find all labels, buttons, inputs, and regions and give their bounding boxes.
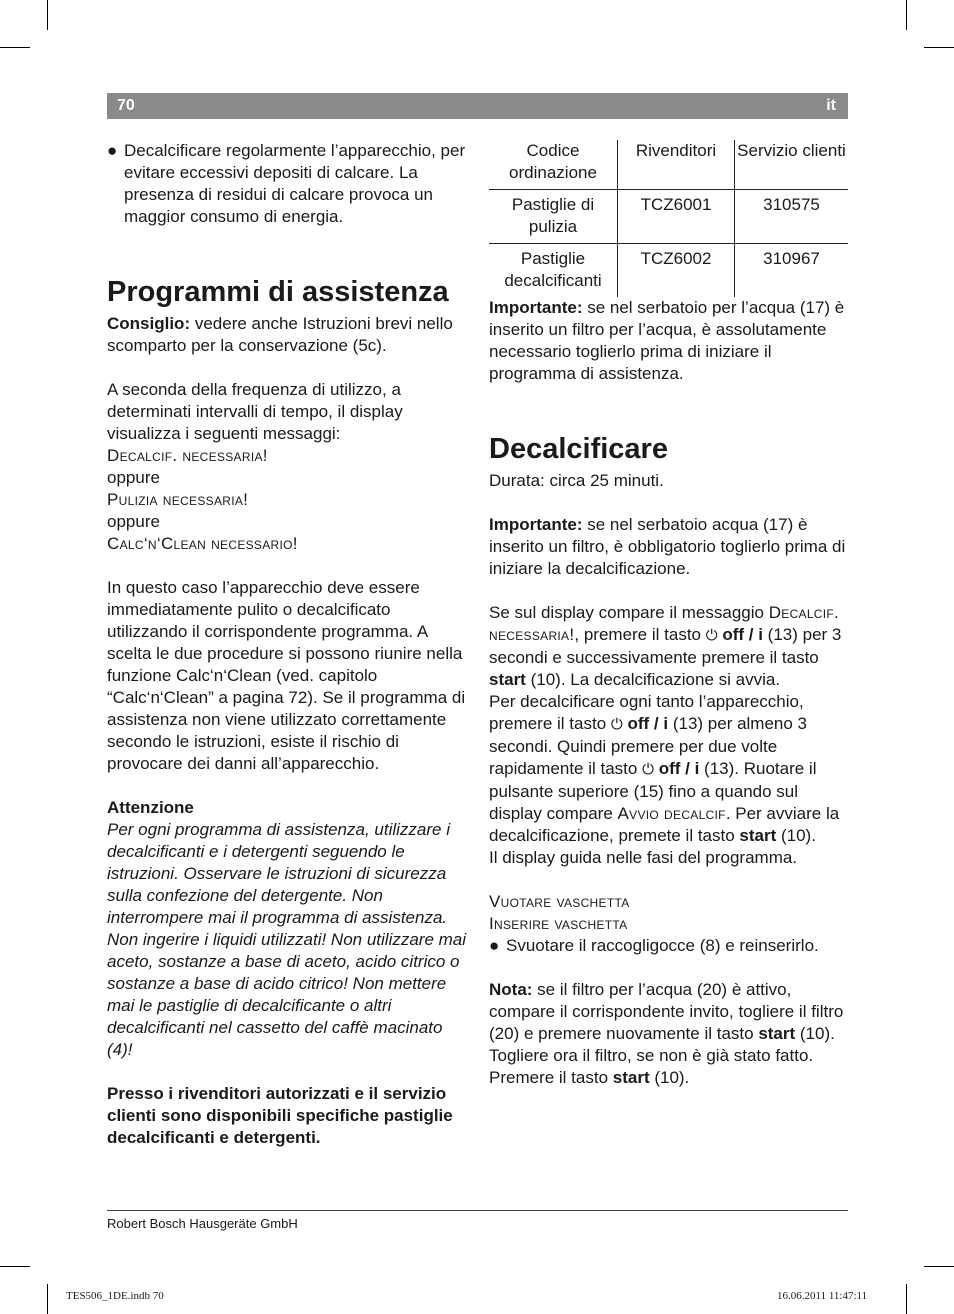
table-cell: Pastiglie decalcificanti: [489, 244, 618, 298]
text-run: (10).: [776, 826, 816, 845]
table-cell: 310967: [763, 249, 820, 268]
section-heading: Programmi di assistenza: [107, 276, 449, 308]
text-run: Per decalcificare ogni tanto l’apparecchio, premere il tasto: [489, 692, 804, 733]
footer-divider: [107, 1210, 848, 1211]
text-run: (13) per 3 secondi e successivamente premere il tasto: [489, 625, 842, 667]
text-run: se il filtro per l’acqua (20) è attivo, compare il corrispondente invito, togliere il filtro (20) e premere nuovamente il tasto: [489, 980, 844, 1043]
crop-mark: [47, 1284, 48, 1314]
table-header-cell: Codice ordinazione: [489, 140, 618, 190]
text-run: (10).: [649, 1068, 690, 1087]
text-run: (13). Ruotare il pulsante superiore (15) fino a quando sul display compare: [489, 759, 817, 823]
display-message: Decalcif. necessaria!: [489, 603, 840, 644]
table-cell: TCZ6002: [618, 244, 735, 298]
button-name: off / i: [627, 714, 669, 733]
or-text: oppure: [107, 512, 160, 531]
important-text: se nel serbatoio per l’acqua (17) è inserito un filtro per l’acqua, è assolutamente necessario toglierlo prima di iniziare il programma di assistenza.: [489, 298, 845, 383]
table-cell: Pastiglie di pulizia: [489, 190, 618, 244]
note-paragraph: [489, 979, 849, 1089]
attention-title: Attenzione: [107, 798, 194, 817]
instruction-paragraph: [489, 691, 849, 847]
power-icon: ⏻: [642, 761, 654, 778]
display-message: Vuotare vaschetta: [489, 892, 630, 911]
text-run: (13) per almeno 3 secondi. Quindi premere per due volte rapidamente il tasto: [489, 714, 808, 778]
intro-bullet: [107, 140, 469, 228]
dealers-paragraph: Presso i rivenditori autorizzati e il servizio clienti sono disponibili specifiche pastiglie decalcificanti e detergenti.: [107, 1084, 453, 1147]
bullet-icon: ●: [107, 141, 118, 160]
button-name: start: [489, 670, 526, 689]
display-message: Decalcif. necessaria!: [107, 446, 268, 465]
display-message: Avvio decalcif: [617, 804, 726, 823]
crop-mark: [906, 0, 907, 30]
intro-bullet-text: Decalcificare regolarmente l’apparecchio, per evitare eccessivi depositi di calcare. La presenza di residui di calcare provoca un maggior consumo di energia.: [124, 141, 466, 226]
important-paragraph: [489, 297, 849, 385]
order-table: [489, 140, 848, 297]
button-name: start: [739, 826, 777, 845]
print-slug-date: 16.06.2011 11:47:11: [777, 1290, 868, 1302]
display-message: Calc‘n‘Clean necessario!: [107, 534, 298, 553]
table-row: [489, 244, 848, 298]
display-message: Inserire vaschetta: [489, 914, 628, 933]
power-icon: ⏻: [610, 716, 623, 733]
crop-mark: [0, 1266, 30, 1267]
section-heading: Decalcificare: [489, 433, 668, 465]
table-header-row: [489, 140, 848, 190]
tip-text: vedere anche Istruzioni brevi nello scomparto per la conservazione (5c).: [107, 314, 453, 355]
crop-mark: [906, 1284, 907, 1314]
table-header-cell: Rivenditori: [618, 140, 735, 190]
print-slug-file: TES506_1DE.indb 70: [66, 1290, 164, 1302]
display-guide-text: Il display guida nelle fasi del programma.: [489, 848, 798, 867]
text-run: (10). Togliere ora il filtro, se non è già stato fatto. Premere il tasto: [489, 1024, 835, 1087]
text-run: Se sul display compare il messaggio: [489, 603, 769, 622]
button-name: start: [612, 1068, 650, 1087]
important-text: se nel serbatoio acqua (17) è inserito un filtro, è obbligatorio toglierlo prima di iniziare la decalcificazione.: [489, 515, 846, 578]
important-label: Importante:: [489, 298, 583, 317]
text-run: (10). La decalcificazione si avvia.: [525, 670, 781, 689]
instruction-paragraph: [489, 602, 849, 691]
left-column: [107, 140, 469, 1149]
table-cell: 310575: [735, 190, 849, 244]
tip-label: Consiglio:: [107, 314, 191, 333]
table-cell: TCZ6001: [618, 190, 735, 244]
button-name: off / i: [722, 625, 763, 644]
bullet-icon: ●: [489, 936, 500, 955]
important-paragraph: [489, 514, 849, 580]
language-code: it: [826, 97, 836, 114]
or-text: oppure: [107, 468, 160, 487]
crop-mark: [924, 1266, 954, 1267]
page-header-bar: [107, 93, 848, 119]
right-column: [489, 140, 849, 1089]
footer-company: Robert Bosch Hausgeräte GmbH: [107, 1216, 298, 1231]
frequency-paragraph: A seconda della frequenza di utilizzo, a determinati intervalli di tempo, il display visualizza i seguenti messaggi:: [107, 380, 403, 443]
tip-paragraph: [107, 313, 469, 357]
attention-text: Per ogni programma di assistenza, utilizzare i decalcificanti e i detergenti seguendo le istruzioni. Osservare le istruzioni di sicurezza sulla confezione del detergente. Non interrompere mai il programma di assistenza. Non ingerire i liquidi utilizzati! Non utilizzare mai aceto, sostanze a base di aceto, acido citrico o sostanze a base di acido citrico! Non mettere mai le pastiglie di decalcificante o altri decalcificanti nel cassetto del caffè macinato (4)!: [107, 820, 467, 1059]
bullet-text: Svuotare il raccogligocce (8) e reinserirlo.: [506, 936, 819, 955]
page-number: 70: [117, 97, 135, 114]
crop-mark: [924, 47, 954, 48]
power-icon: ⏻: [705, 627, 718, 644]
drip-tray-bullet: [489, 935, 849, 957]
button-name: start: [758, 1024, 796, 1043]
duration-text: Durata: circa 25 minuti.: [489, 471, 664, 490]
table-header-cell: Servizio clienti: [735, 140, 849, 190]
important-label: Importante:: [489, 515, 583, 534]
note-label: Nota:: [489, 980, 533, 999]
crop-mark: [47, 0, 48, 30]
table-row: [489, 190, 848, 244]
display-message: Pulizia necessaria!: [107, 490, 249, 509]
button-name: off / i: [658, 759, 700, 778]
text-run: , premere il tasto: [574, 625, 706, 644]
case-paragraph: In questo caso l’apparecchio deve essere immediatamente pulito o decalcificato utilizzando il corrispondente programma. A scelta le due procedure si possono riunire nella funzione Calc‘n‘Clean (ved. capitolo “Calc‘n‘Clean” a pagina 72). Se il programma di assistenza non viene utilizzato correttamente secondo le istruzioni, esiste il rischio di provocare dei danni all’apparecchio.: [107, 578, 466, 773]
text-run: . Per avviare la decalcificazione, premete il tasto: [489, 804, 840, 845]
crop-mark: [0, 47, 30, 48]
